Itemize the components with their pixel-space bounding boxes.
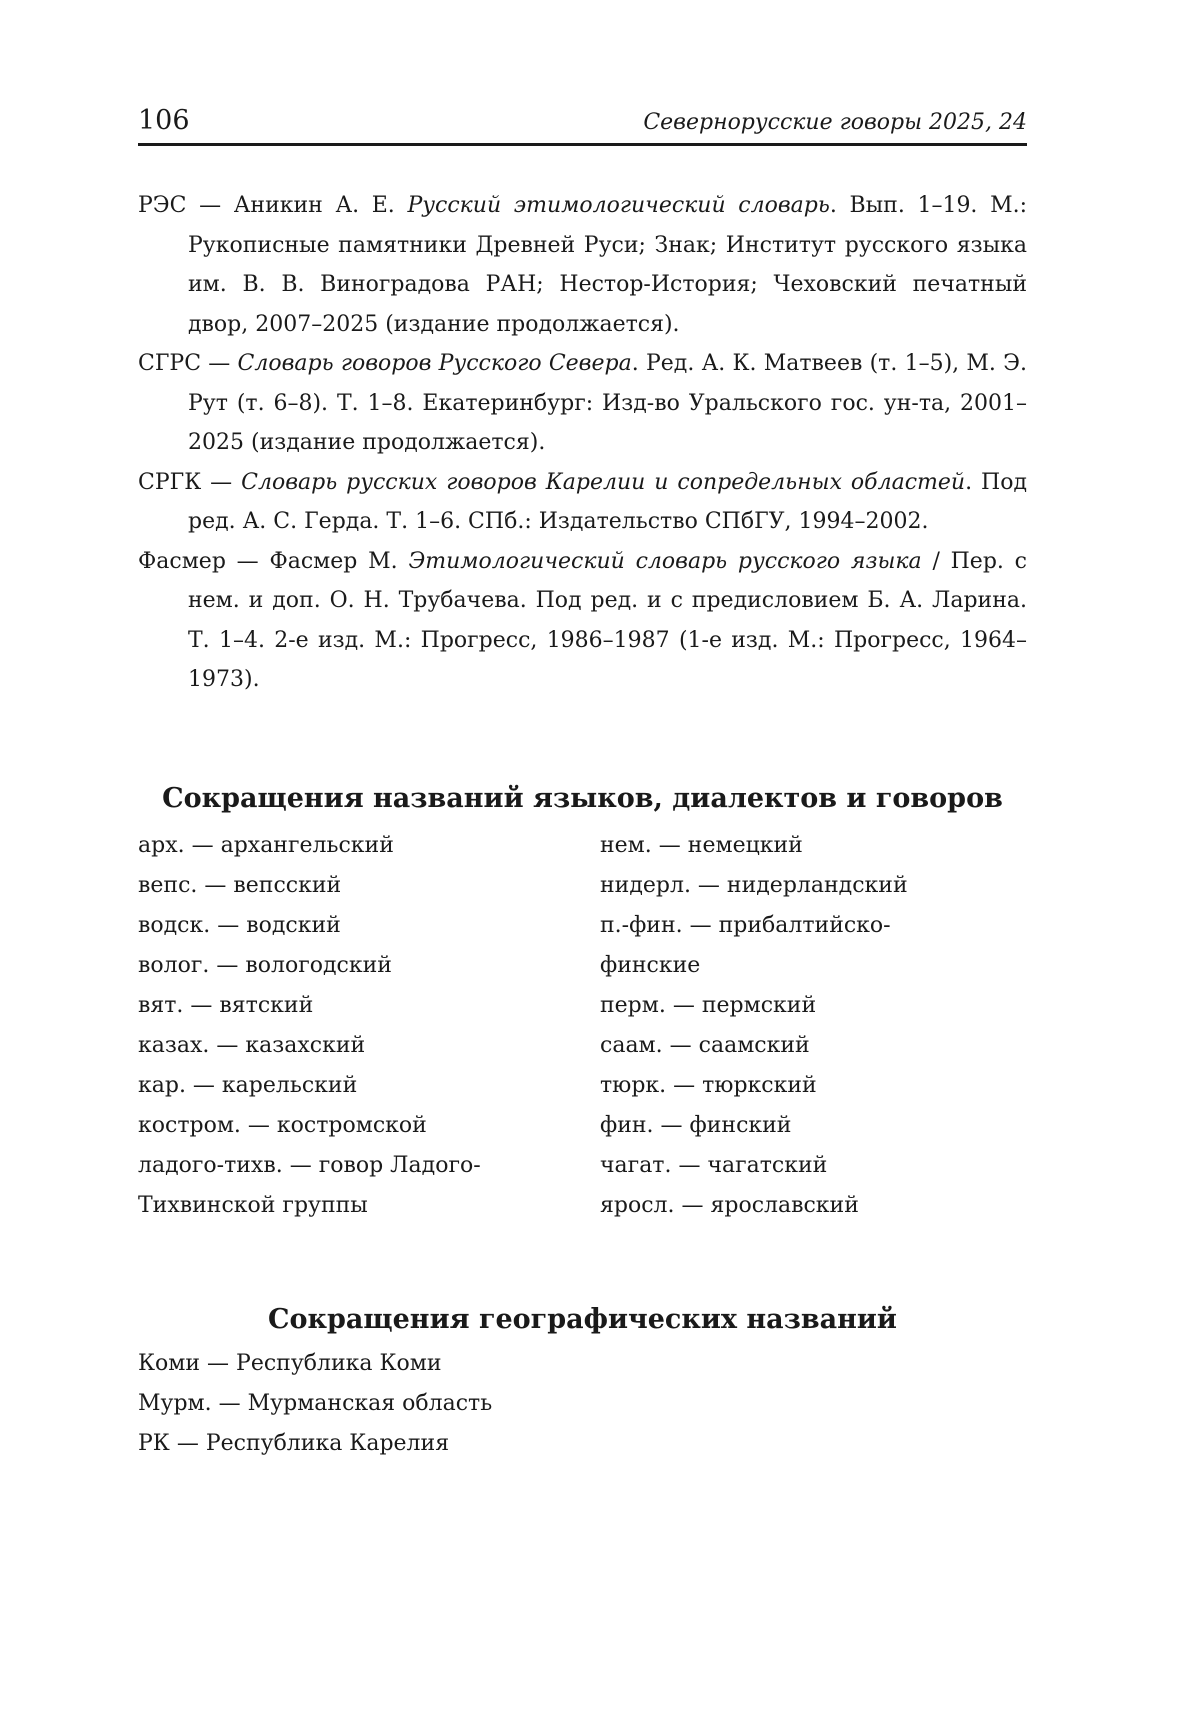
abbreviation-line: арх. — архангельский [138,833,394,858]
running-title: Севернорусские говоры 2025, 24 [643,110,1027,135]
abbreviation-line: вепс. — вепсский [138,873,342,898]
reference-abbr: СРГК — [138,469,242,495]
abbreviation-line: костром. — костромской [138,1113,427,1138]
header-rule [138,143,1027,146]
page-number: 106 [138,105,190,136]
abbreviation-line: волог. — вологодский [138,953,392,978]
reference-abbr: Фасмер — Фасмер М. [138,548,409,574]
reference-entry [138,186,1027,344]
reference-entry [138,542,1027,700]
languages-section-title: Сокращения названий языков, диалектов и говоров [162,783,1003,814]
abbreviation-line: перм. — пермский [600,993,817,1018]
reference-title: Словарь русских говоров Карелии и сопредельных областей [241,469,966,495]
languages-right-column [600,826,1027,1226]
abbreviation-line: саам. — саамский [600,1033,810,1058]
reference-details: . Ред. А. К. Матвеев (т. 1–5), М. Э. Рут (т. 6–8). Т. 1–8. Екатеринбург: Изд-во Уральского гос. ун-та, 2001–2025 (издание продолжается). [188,351,1027,455]
document-page [138,0,1027,1714]
abbreviation-line: Тихвинской группы [138,1193,368,1218]
abbreviation-line: финские [600,953,701,978]
reference-title: Этимологический словарь русского языка [408,548,922,574]
reference-entry [138,463,1027,542]
geography-abbreviation-list [138,1344,1027,1464]
abbreviation-line: чагат. — чагатский [600,1153,828,1178]
reference-abbr: СГРС — [138,351,238,376]
reference-title: Словарь говоров Русского Севера [237,351,632,376]
abbreviation-line: казах. — казахский [138,1033,366,1058]
abbreviation-line: водск. — водский [138,913,341,938]
references-list [138,186,1027,700]
abbreviation-line: Мурм. — Мурманская область [138,1391,493,1416]
reference-details: . Вып. 1–19. М.: Рукописные памятники Древней Руси; Знак; Институт русского языка им. В. В. Виноградова РАН; Нестор-История; Чеховский печатный двор, 2007–2025 (издание продолжается). [188,193,1027,337]
abbreviation-line: нем. — немецкий [600,833,803,858]
geography-section-title: Сокращения географических названий [268,1304,897,1335]
reference-title: Русский этимологический словарь [407,193,830,218]
reference-details: . Под ред. А. С. Герда. Т. 1–6. СПб.: Издательство СПбГУ, 1994–2002. [188,469,1028,534]
abbreviation-line: ладого-тихв. — говор Ладого- [138,1153,481,1178]
reference-details: / Пер. с нем. и доп. О. Н. Трубачева. Под ред. и с предисловием Б. А. Ларина. Т. 1–4. 2-е изд. М.: Прогресс, 1986–1987 (1-е изд. М.: Прогресс, 1964–1973). [188,548,1027,692]
abbreviation-line: вят. — вятский [138,993,314,1018]
abbreviation-line: РК — Республика Карелия [138,1431,450,1456]
abbreviation-line: тюрк. — тюркский [600,1073,817,1098]
page-header [138,104,1027,144]
languages-left-column [138,826,558,1226]
abbreviation-line: нидерл. — нидерландский [600,873,908,898]
reference-entry [138,344,1027,463]
abbreviation-line: яросл. — ярославский [600,1193,859,1218]
abbreviation-line: фин. — финский [600,1113,792,1138]
reference-abbr: РЭС — Аникин А. Е. [138,193,408,218]
abbreviation-line: п.-фин. — прибалтийско- [600,913,891,938]
abbreviation-line: Коми — Республика Коми [138,1351,442,1376]
abbreviation-line: кар. — карельский [138,1073,358,1098]
